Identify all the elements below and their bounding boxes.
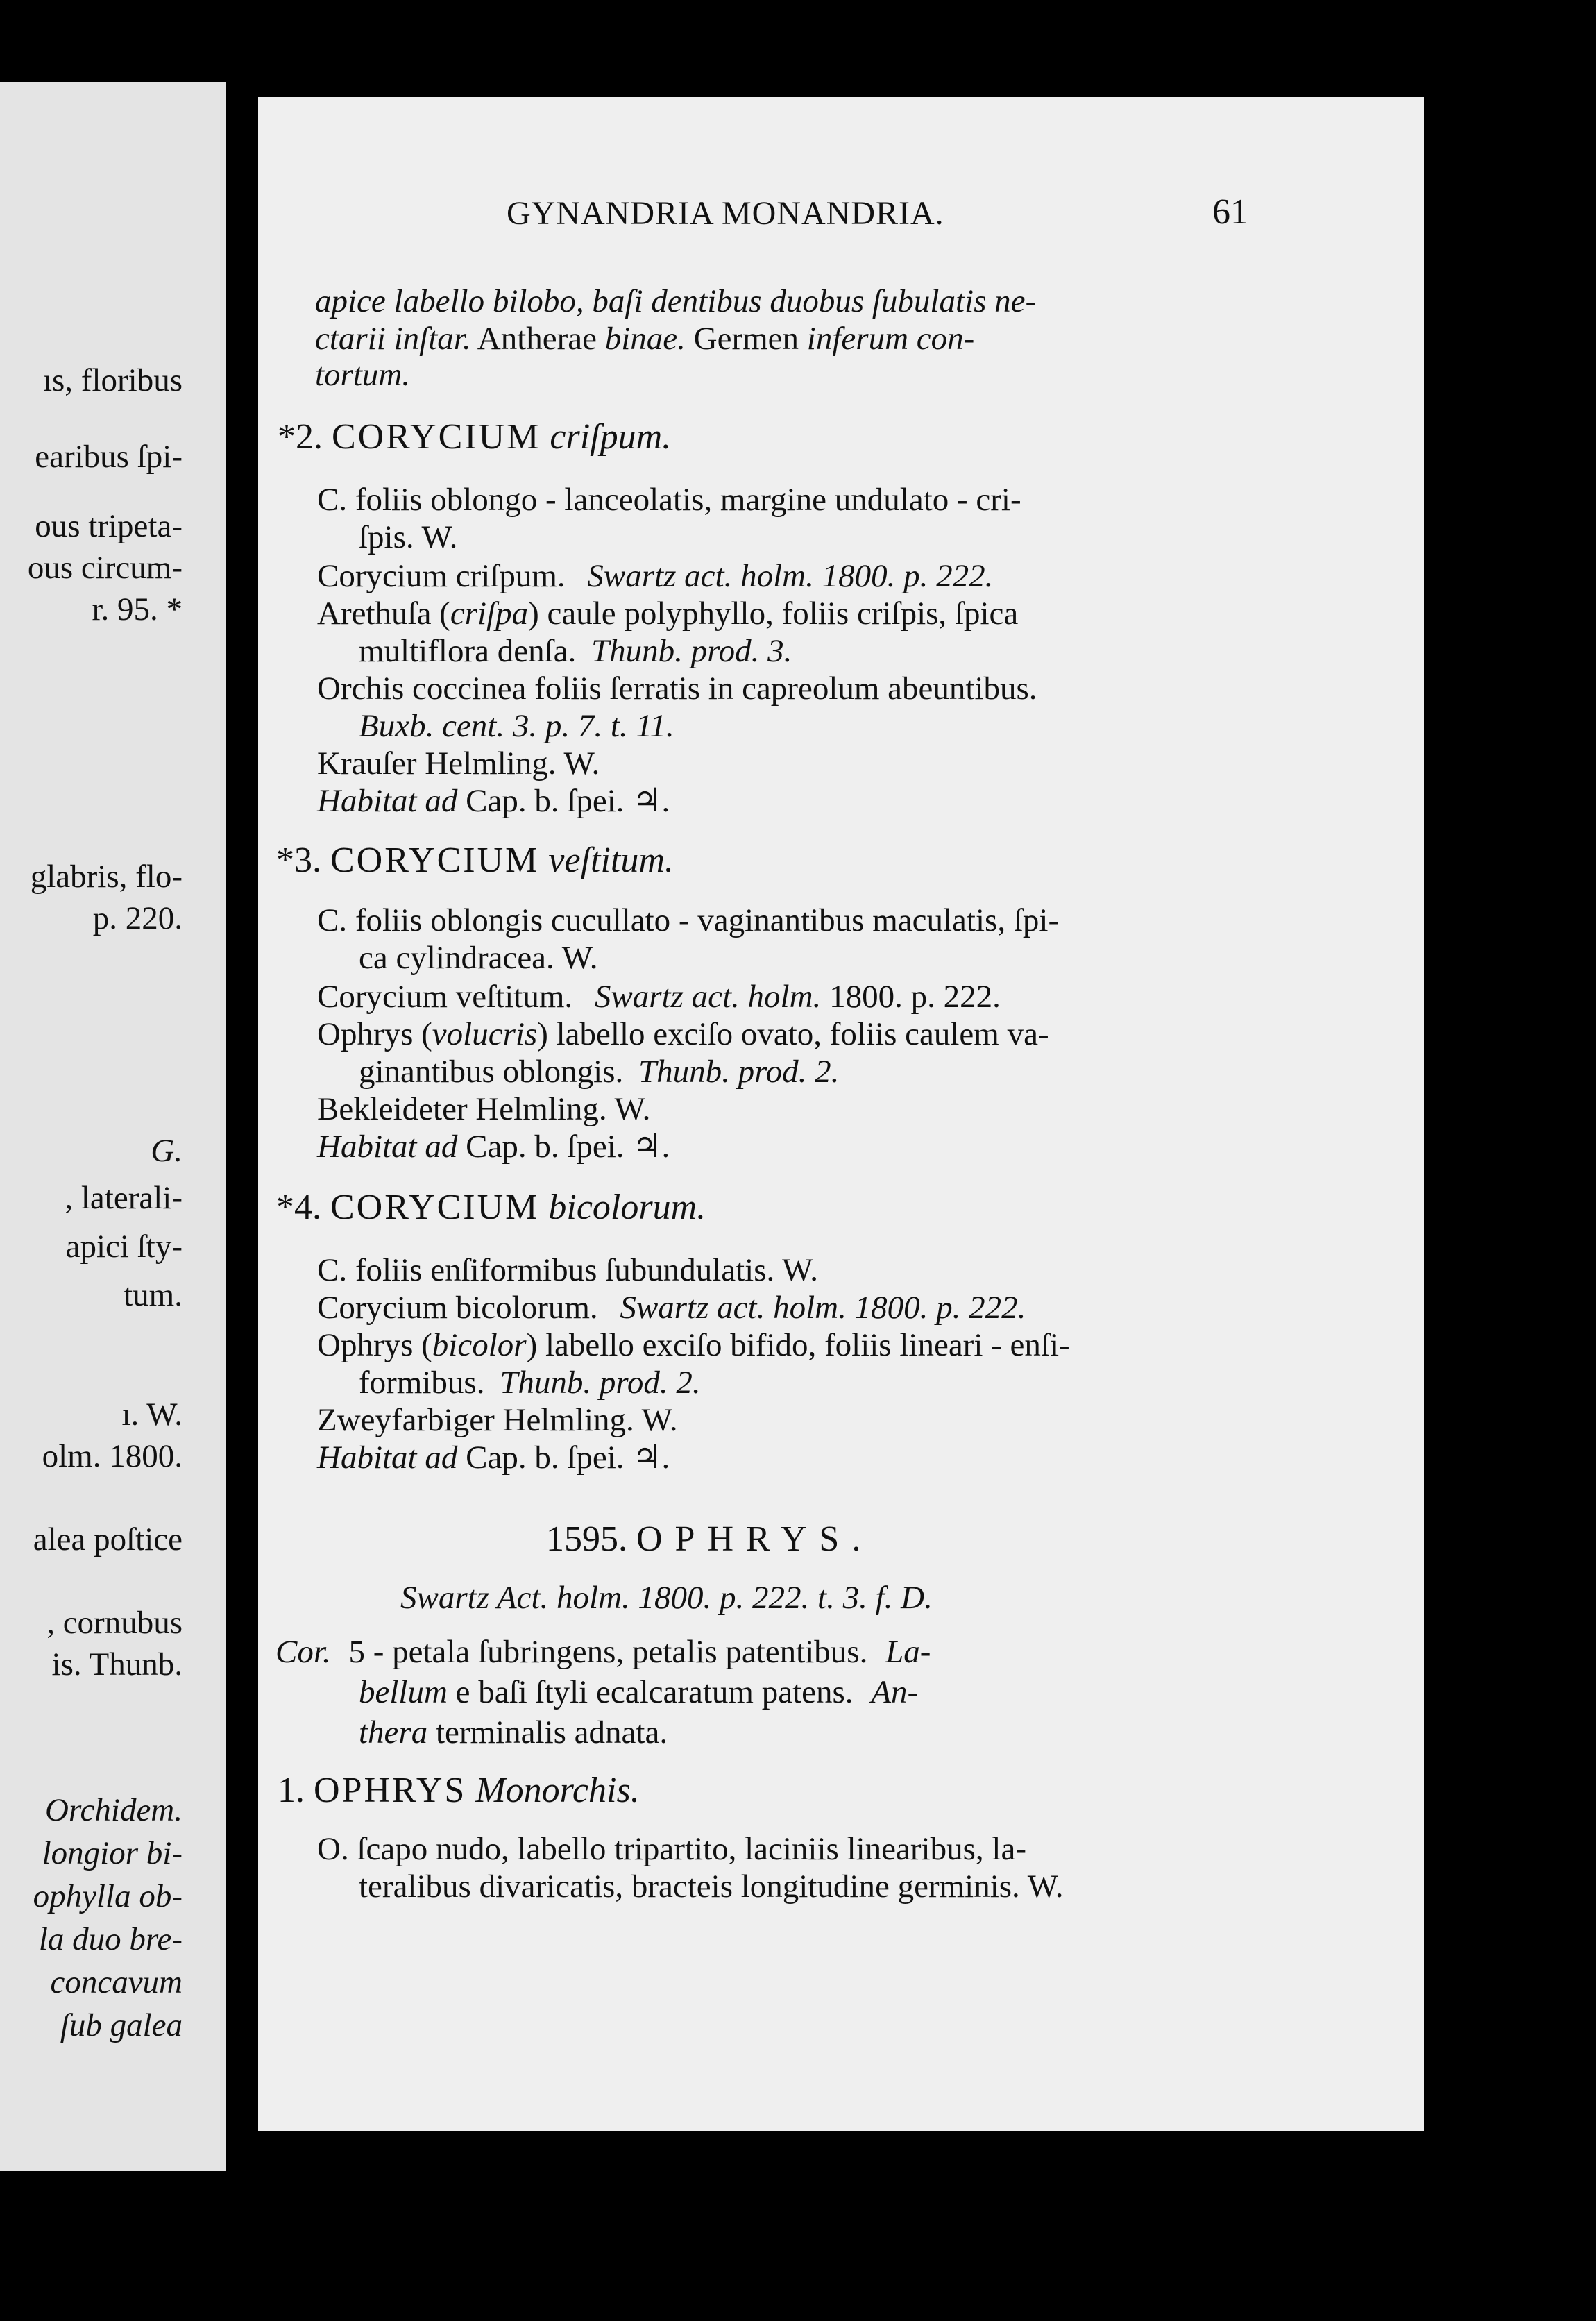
synonym-line: Corycium criſpum. Swartz act. holm. 1800. p. 222. <box>317 558 994 594</box>
synonym-line: formibus. Thunb. prod. 2. <box>359 1365 701 1401</box>
synonym-line: Ophrys (volucris) labello exciſo ovato, foliis caulem va- <box>317 1016 1049 1052</box>
running-header: GYNANDRIA MONANDRIA. <box>507 195 944 232</box>
left-text-line: p. 220. <box>92 900 182 936</box>
habitat-line: Habitat ad Cap. b. ſpei. ♃. <box>317 1440 670 1476</box>
left-text-line: tum. <box>124 1277 182 1313</box>
diagnosis-line: teralibus divaricatis, bracteis longitudine germinis. W. <box>359 1868 1064 1905</box>
species-heading: *2. CORYCIUM criſpum. <box>278 417 672 457</box>
left-text-line: apici ſty- <box>65 1229 182 1265</box>
diagnosis-line: O. ſcapo nudo, labello tripartito, laciniis linearibus, la- <box>317 1831 1026 1867</box>
diagnosis-line: C. foliis oblongo - lanceolatis, margine undulato - cri- <box>317 482 1021 518</box>
left-text-line: ıs, floribus <box>42 362 182 398</box>
left-text-line: alea poſtice <box>33 1521 182 1558</box>
left-text-line: ous tripeta- <box>35 508 182 544</box>
left-text-line: r. 95. * <box>92 591 182 627</box>
left-text-line: ſub galea <box>60 2007 182 2043</box>
intro-line-1: apice labello bilobo, baſi dentibus duobus ſubulatis ne- <box>315 283 1037 319</box>
left-text-line: ophylla ob- <box>33 1878 182 1914</box>
left-text-line: , cornubus <box>46 1605 182 1641</box>
diagnosis-line: ſpis. W. <box>359 519 458 555</box>
synonym-line: Arethuſa (criſpa) caule polyphyllo, foliis criſpis, ſpica <box>317 596 1019 632</box>
common-name-line: Krauſer Helmling. W. <box>317 745 600 782</box>
left-text-line: olm. 1800. <box>42 1438 182 1474</box>
species-heading: *4. CORYCIUM bicolorum. <box>276 1188 706 1227</box>
left-text-line: longior bi- <box>42 1835 182 1871</box>
synonym-line: Corycium veſtitum. Swartz act. holm. 1800. p. 222. <box>317 979 1001 1015</box>
common-name-line: Bekleideter Helmling. W. <box>317 1091 651 1127</box>
left-page-fragment <box>0 82 226 2171</box>
left-text-line: concavum <box>50 1964 182 2000</box>
left-text-line: earibus ſpi- <box>35 439 182 475</box>
corolla-line: bellum e baſi ſtyli ecalcaratum patens. An- <box>359 1674 919 1710</box>
synonym-line: Buxb. cent. 3. p. 7. t. 11. <box>359 708 674 744</box>
left-text-line: G. <box>151 1133 182 1169</box>
left-text-line: ous circum- <box>27 550 182 586</box>
habitat-line: Habitat ad Cap. b. ſpei. ♃. <box>317 783 670 819</box>
left-text-line: , laterali- <box>65 1180 182 1216</box>
species-heading: 1. OPHRYS Monorchis. <box>278 1771 640 1810</box>
corolla-line: Cor. 5 - petala ſubringens, petalis patentibus. La- <box>275 1634 931 1670</box>
diagnosis-line: ca cylindracea. W. <box>359 940 598 976</box>
genus-heading: 1595. OPHRYS. <box>546 1519 874 1559</box>
intro-line-2: ctarii inſtar. Antherae binae. Germen inferum con- <box>315 321 975 357</box>
left-text-line: Orchidem. <box>45 1792 182 1828</box>
habitat-line: Habitat ad Cap. b. ſpei. ♃. <box>317 1129 670 1165</box>
page-number: 61 <box>1212 192 1248 232</box>
species-heading: *3. CORYCIUM veſtitum. <box>276 841 674 880</box>
left-text-line: is. Thunb. <box>51 1646 182 1682</box>
synonym-line: Orchis coccinea foliis ſerratis in capreolum abeuntibus. <box>317 670 1037 707</box>
synonym-line: Corycium bicolorum. Swartz act. holm. 1800. p. 222. <box>317 1290 1026 1326</box>
synonym-line: ginantibus oblongis. Thunb. prod. 2. <box>359 1054 840 1090</box>
corolla-line: thera terminalis adnata. <box>359 1714 668 1750</box>
synonym-line: Ophrys (bicolor) labello exciſo bifido, foliis lineari - enſi- <box>317 1327 1070 1363</box>
left-text-line: la duo bre- <box>38 1921 182 1957</box>
diagnosis-line: C. foliis enſiformibus ſubundulatis. W. <box>317 1252 818 1288</box>
common-name-line: Zweyfarbiger Helmling. W. <box>317 1402 678 1438</box>
diagnosis-line: C. foliis oblongis cucullato - vaginantibus maculatis, ſpi- <box>317 902 1060 938</box>
intro-line-3: tortum. <box>315 357 411 393</box>
genus-reference: Swartz Act. holm. 1800. p. 222. t. 3. f. D. <box>400 1580 933 1616</box>
left-text-line: ı. W. <box>121 1396 182 1433</box>
book-page <box>258 97 1424 2131</box>
synonym-line: multiflora denſa. Thunb. prod. 3. <box>359 633 792 669</box>
page-gutter <box>226 0 260 2321</box>
left-text-line: glabris, flo- <box>30 859 182 895</box>
